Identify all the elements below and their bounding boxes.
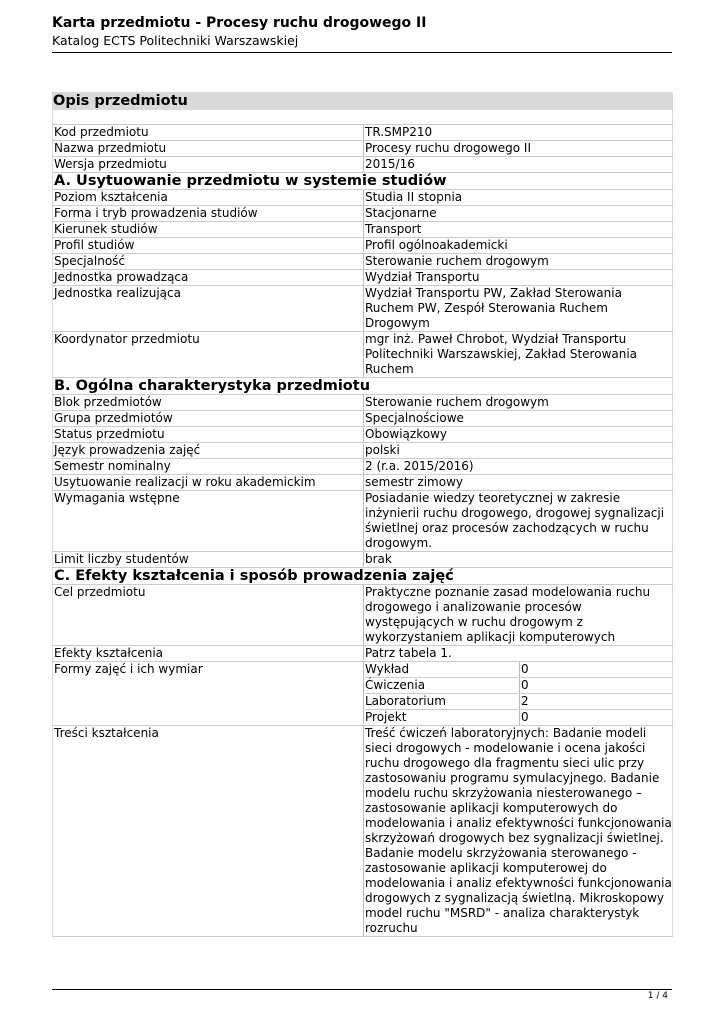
table-row [52, 645, 673, 661]
row-value: Specjalnościowe [363, 411, 673, 426]
page-header [52, 14, 672, 49]
spacer-row [52, 110, 673, 124]
table-row [52, 458, 673, 474]
row-label: Jednostka prowadząca [52, 270, 363, 285]
row-value: Patrz tabela 1. [363, 646, 673, 661]
section-title-c: C. Efekty kształcenia i sposób prowadzenia zajęć [52, 567, 673, 584]
row-label: Limit liczby studentów [52, 552, 363, 567]
document-title: Karta przedmiotu - Procesy ruchu drogowego II [52, 15, 427, 31]
row-value: Obowiązkowy [363, 427, 673, 442]
table-row [52, 584, 673, 645]
table-row [52, 426, 673, 442]
table-row [52, 253, 673, 269]
row-value: Sterowanie ruchem drogowym [363, 395, 673, 410]
row-value: Procesy ruchu drogowego II [363, 141, 673, 156]
row-value: brak [363, 552, 673, 567]
row-value: polski [363, 443, 673, 458]
form-row [365, 662, 672, 677]
section-title-a: A. Usytuowanie przedmiotu w systemie studiów [52, 172, 673, 189]
row-value: Wydział Transportu PW, Zakład Sterowania Ruchem PW, Zespół Sterowania Ruchem Drogowym [363, 286, 673, 331]
table-row [52, 205, 673, 221]
row-value: Treść ćwiczeń laboratoryjnych: Badanie modeli sieci drogowych - modelowanie i ocena jakości ruchu drogowego dla fragmentu sieci ulic przy zastosowaniu programu symulacyjnego. Badanie modelu ruchu skrzyżowania niesterowanego – zastosowanie aplikacji komputerowych do modelowania i analiz efektywności funkcjonowania skrzyżowań drogowych bez sygnalizacji świetlnej. Badanie modelu skrzyżowania sterowanego - zastosowanie aplikacji komputerowej do modelowania i analiz efektywności funkcjonowania drogowych z sygnalizacją świetlną. Mikroskopowy model ruchu "MSRD" - analiza charakterystyk rozruchu [365, 726, 672, 935]
row-value: Sterowanie ruchem drogowym [363, 254, 673, 269]
row-label: Nazwa przedmiotu [52, 141, 363, 156]
row-label: Efekty kształcenia [52, 646, 363, 661]
row-value: Posiadanie wiedzy teoretycznej w zakresie inżynierii ruchu drogowego, drogowej sygnalizacji świetlnej oraz procesów zachodzących w ruchu drogowym. [363, 491, 673, 551]
row-label: Cel przedmiotu [52, 585, 363, 645]
table-row [52, 331, 673, 377]
row-label: Grupa przedmiotów [52, 411, 363, 426]
form-row [365, 693, 672, 709]
row-label: Język prowadzenia zajęć [52, 443, 363, 458]
form-hours: 0 [519, 678, 672, 693]
row-label: Status przedmiotu [52, 427, 363, 442]
table-row [52, 490, 673, 551]
section-title-b: B. Ogólna charakterystyka przedmiotu [52, 377, 673, 394]
row-label: Wymagania wstępne [52, 491, 363, 551]
row-value: semestr zimowy [363, 475, 673, 490]
row-value: Stacjonarne [363, 206, 673, 221]
row-label: Kierunek studiów [52, 222, 363, 237]
row-label: Usytuowanie realizacji w roku akademickim [52, 475, 363, 490]
table-row [52, 124, 673, 140]
row-label: Poziom kształcenia [52, 190, 363, 205]
form-name: Wykład [365, 662, 410, 676]
table-row [52, 442, 673, 458]
row-value: mgr inż. Paweł Chrobot, Wydział Transportu Politechniki Warszawskiej, Zakład Sterowania Ruchem [363, 332, 673, 377]
table-row [52, 551, 673, 567]
row-value: Transport [363, 222, 673, 237]
row-label: Formy zajęć i ich wymiar [52, 662, 363, 725]
row-value: Wydział Transportu [363, 270, 673, 285]
row-label: Jednostka realizująca [52, 286, 363, 331]
table-row [52, 725, 673, 937]
form-name: Ćwiczenia [365, 678, 426, 692]
page-number: 1 / 4 [647, 991, 668, 1001]
table-row [52, 140, 673, 156]
form-row [365, 709, 672, 725]
row-value: TR.SMP210 [363, 125, 673, 140]
course-card-table [52, 92, 673, 937]
section-title-opis: Opis przedmiotu [52, 92, 673, 110]
form-hours: 2 [519, 694, 672, 709]
row-value: Profil ogólnoakademicki [363, 238, 673, 253]
row-label: Specjalność [52, 254, 363, 269]
footer-divider [52, 989, 672, 990]
table-row [52, 285, 673, 331]
forms-subtable [363, 662, 673, 725]
table-row [52, 269, 673, 285]
table-row [52, 189, 673, 205]
table-row [52, 474, 673, 490]
table-row [52, 661, 673, 725]
row-value: Studia II stopnia [363, 190, 673, 205]
table-row [52, 394, 673, 410]
header-divider [52, 52, 672, 53]
form-name: Laboratorium [365, 694, 446, 708]
row-label: Blok przedmiotów [52, 395, 363, 410]
form-row [365, 677, 672, 693]
row-value: 2 (r.a. 2015/2016) [363, 459, 673, 474]
table-row [52, 410, 673, 426]
table-row [52, 156, 673, 172]
row-value: Praktyczne poznanie zasad modelowania ruchu drogowego i analizowanie procesów występujących w ruchu drogowym z wykorzystaniem aplikacji komputerowych [363, 585, 673, 645]
table-row [52, 237, 673, 253]
row-label: Koordynator przedmiotu [52, 332, 363, 377]
form-hours: 0 [519, 662, 672, 677]
form-hours: 0 [519, 710, 672, 725]
row-value: 2015/16 [363, 157, 673, 172]
row-label: Treści kształcenia [52, 726, 363, 936]
document-subtitle: Katalog ECTS Politechniki Warszawskiej [52, 33, 299, 48]
table-row [52, 221, 673, 237]
row-label: Semestr nominalny [52, 459, 363, 474]
row-label: Kod przedmiotu [52, 125, 363, 140]
row-label: Wersja przedmiotu [52, 157, 363, 172]
row-label: Profil studiów [52, 238, 363, 253]
form-name: Projekt [365, 710, 407, 724]
row-label: Forma i tryb prowadzenia studiów [52, 206, 363, 221]
